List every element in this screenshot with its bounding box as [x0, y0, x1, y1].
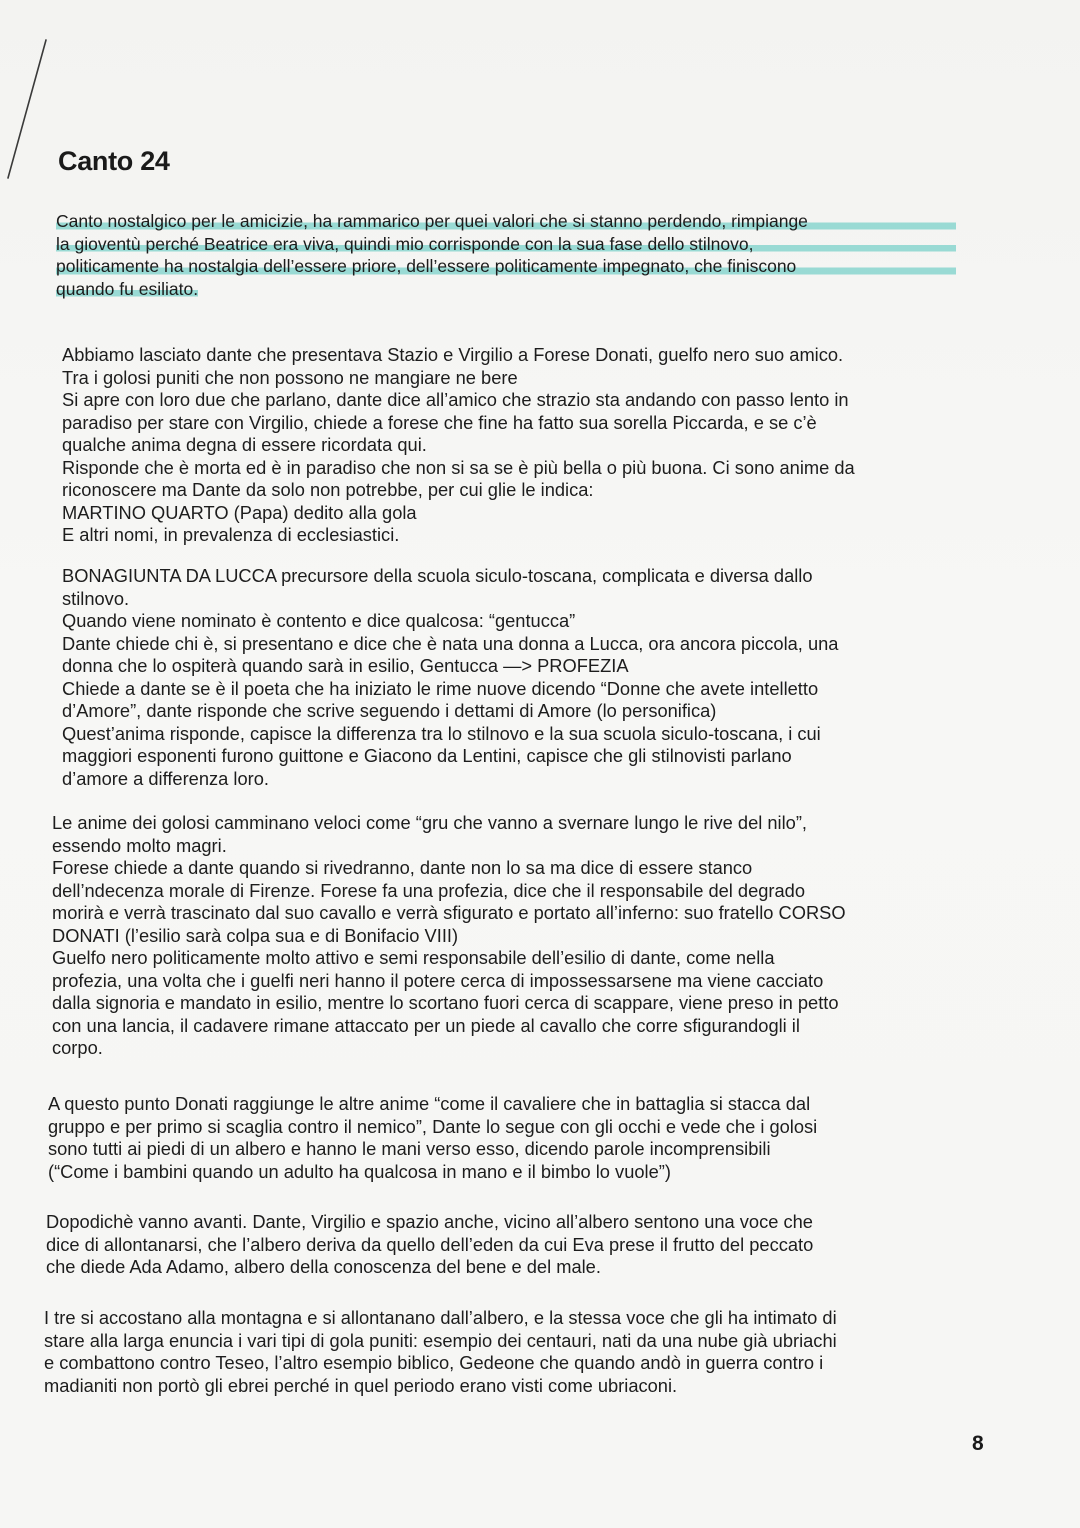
- text-line: Le anime dei golosi camminano veloci come “gru che vanno a svernare lungo le rive del nilo”,: [52, 812, 808, 833]
- text-line: MARTINO QUARTO (Papa) dedito alla gola: [62, 501, 417, 523]
- text-line: Chiede a dante se è il poeta che ha iniziato le rime nuove dicendo “Donne che avete intelletto: [62, 677, 819, 699]
- text-line: Abbiamo lasciato dante che presentava Stazio e Virgilio a Forese Donati, guelfo nero suo amico.: [62, 344, 844, 365]
- text-line: donna che lo ospiterà quando sarà in esilio, Gentucca —> PROFEZIA: [62, 655, 629, 676]
- text-line: Quest’anima risponde, capisce la differenza tra lo stilnovo e la sua scuola siculo-toscana, i cui: [62, 722, 821, 744]
- text-line: stilnovo.: [62, 587, 130, 609]
- text-line: profezia, una volta che i guelfi neri hanno il potere cerca di impossessarsene ma viene cacciato: [52, 969, 824, 991]
- text-line: morirà e verrà trascinato dal suo cavallo e verrà sfigurato e portato all’inferno: suo fratello CORSO: [52, 902, 846, 923]
- text-line: essendo molto magri.: [52, 834, 227, 856]
- text-line: dice di allontanarsi, che l’albero deriva da quello dell’eden da cui Eva prese il frutto del peccato: [46, 1233, 814, 1255]
- text-line: sono tutti ai piedi di un albero e hanno le mani verso esso, dicendo parole incomprensibili: [48, 1138, 771, 1159]
- text-line: Forese chiede a dante quando si rivedranno, dante non lo sa ma dice di essere stanco: [52, 857, 753, 878]
- text-line: dell’ndecenza morale di Firenze. Forese fa una profezia, dice che il responsabile del degrado: [52, 879, 806, 901]
- paragraph-forese: [62, 344, 1012, 547]
- highlighted-summary: [56, 210, 956, 300]
- page-title: Canto 24: [58, 146, 170, 176]
- paragraph-golosi: [52, 812, 1002, 1060]
- text-line: Dopodichè vanno avanti. Dante, Virgilio e spazio anche, vicino all’albero sentono una voce che: [46, 1211, 813, 1232]
- text-line: e combattono contro Teseo, l’altro esempio biblico, Gedeone che quando andò in guerra contro i: [44, 1352, 824, 1373]
- paragraph-centauri: [44, 1307, 994, 1397]
- summary-line: Canto nostalgico per le amicizie, ha rammarico per quei valori che si stanno perdendo, rimpiange: [56, 210, 956, 233]
- text-line: (“Come i bambini quando un adulto ha qualcosa in mano e il bimbo lo vuole”): [48, 1160, 671, 1182]
- text-line: riconoscere ma Dante da solo non potrebbe, per cui glie le indica:: [62, 479, 594, 500]
- text-line: d’Amore”, dante risponde che scrive seguendo i dettami di Amore (lo personifica): [62, 700, 717, 721]
- text-line: corpo.: [52, 1037, 103, 1058]
- paragraph-donati: [48, 1093, 998, 1183]
- text-line: qualche anima degna di essere ricordata qui.: [62, 434, 427, 455]
- summary-line: politicamente ha nostalgia dell’essere priore, dell’essere politicamente impegnato, che finiscono: [56, 255, 956, 278]
- paragraph-bonagiunta: [62, 565, 1012, 790]
- page-number: 8: [972, 1432, 984, 1455]
- text-line: stare alla larga enuncia i vari tipi di gola puniti: esempio dei centauri, nati da una nube già ubriachi: [44, 1329, 837, 1351]
- text-line: Guelfo nero politicamente molto attivo e semi responsabile dell’esilio di dante, come nella: [52, 947, 775, 968]
- text-line: gruppo e per primo si scaglia contro il nemico”, Dante lo segue con gli occhi e vede che i golosi: [48, 1115, 818, 1137]
- text-line: DONATI (l’esilio sarà colpa sua e di Bonifacio VIII): [52, 924, 459, 946]
- summary-line: la gioventù perché Beatrice era viva, quindi mio corrisponde con la sua fase dello stilnovo,: [56, 233, 956, 256]
- text-line: E altri nomi, in prevalenza di ecclesiastici.: [62, 524, 400, 545]
- text-line: I tre si accostano alla montagna e si allontanano dall’albero, e la stessa voce che gli ha intimato di: [44, 1307, 837, 1328]
- text-line: d’amore a differenza loro.: [62, 767, 269, 789]
- text-line: con una lancia, il cadavere rimane attaccato per un piede al cavallo che corre sfigurandogli il: [52, 1014, 800, 1036]
- text-line: Si apre con loro due che parlano, dante dice all’amico che strazio sta andando con passo lento in: [62, 389, 849, 410]
- text-line: paradiso per stare con Virgilio, chiede a forese che fine ha fatto sua sorella Piccarda, e se c’è: [62, 411, 817, 433]
- paragraph-albero: [46, 1211, 996, 1279]
- text-line: madianiti non portò gli ebrei perché in quel periodo erano visti come ubriaconi.: [44, 1374, 678, 1396]
- text-line: maggiori esponenti furono guittone e Giacono da Lentini, capisce che gli stilnovisti parlano: [62, 745, 792, 766]
- text-line: Dante chiede chi è, si presentano e dice che è nata una donna a Lucca, ora ancora piccola, una: [62, 632, 839, 654]
- pen-stroke-mark: [0, 0, 60, 200]
- text-line: BONAGIUNTA DA LUCCA precursore della scuola siculo-toscana, complicata e diversa dallo: [62, 565, 813, 586]
- text-line: che diede Ada Adamo, albero della conoscenza del bene e del male.: [46, 1256, 601, 1277]
- text-line: dalla signoria e mandato in esilio, mentre lo scortano fuori cerca di scappare, viene preso in petto: [52, 992, 839, 1013]
- text-line: Risponde che è morta ed è in paradiso che non si sa se è più bella o più buona. Ci sono anime da: [62, 456, 855, 478]
- text-line: A questo punto Donati raggiunge le altre anime “come il cavaliere che in battaglia si stacca dal: [48, 1093, 811, 1114]
- text-line: Quando viene nominato è contento e dice qualcosa: “gentucca”: [62, 610, 576, 631]
- summary-line: quando fu esiliato.: [56, 278, 199, 299]
- text-line: Tra i golosi puniti che non possono ne mangiare ne bere: [62, 366, 518, 388]
